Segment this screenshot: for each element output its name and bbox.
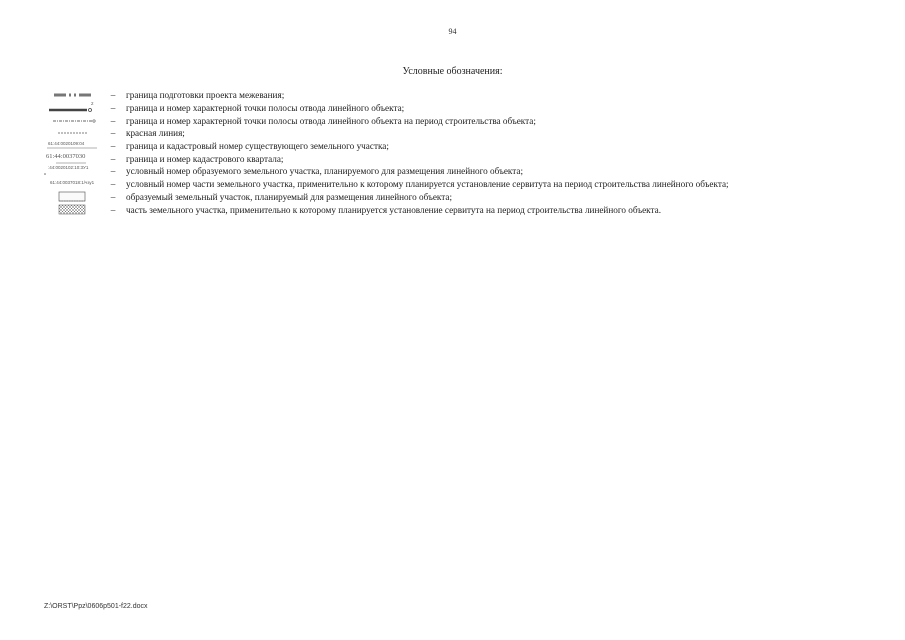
- cadastral-number-label: 61:44:0020109:04: [48, 141, 85, 147]
- servitude-part-number-symbol-icon: [40, 178, 104, 190]
- survey-boundary-symbol-icon: [40, 89, 104, 101]
- legend-dash: –: [110, 141, 116, 152]
- formed-plot-label: :44:0020102:10:3У1: [48, 165, 89, 171]
- legend-row: [40, 127, 900, 140]
- legend-dash: –: [110, 103, 116, 114]
- quarter-number-label: 61:44:0037030: [46, 152, 86, 160]
- legend: [40, 89, 900, 216]
- legend-row: [40, 152, 900, 165]
- formed-plot-area-symbol-icon: [40, 191, 104, 203]
- legend-dash: –: [110, 179, 116, 190]
- legend-row: [40, 114, 900, 127]
- legend-row: [40, 140, 900, 153]
- page-number: 94: [448, 27, 457, 36]
- legend-description: условный номер образуемого земельного участка, планируемого для размещения линейного объекта;: [126, 166, 524, 177]
- legend-dash: –: [110, 191, 116, 202]
- legend-row: [40, 203, 900, 216]
- construction-row-boundary-symbol-icon: [40, 115, 104, 127]
- legend-description: граница и номер характерной точки полосы отвода линейного объекта;: [126, 103, 405, 114]
- red-line-symbol-icon: [40, 127, 104, 139]
- legend-description: образуемый земельный участок, планируемый для размещения линейного объекта;: [126, 191, 453, 202]
- legend-description: часть земельного участка, применительно к которому планируется установление сервитута на период строительства линейного объекта.: [126, 204, 662, 215]
- legend-description: условный номер части земельного участка, применительно к которому планируется установление сервитута на период строительства линейного объекта;: [126, 179, 729, 190]
- legend-row: [40, 89, 900, 102]
- formed-plot-number-symbol-icon: [40, 165, 104, 177]
- legend-dash: –: [110, 128, 116, 139]
- cadastral-quarter-symbol-icon: [40, 153, 104, 165]
- legend-row: [40, 178, 900, 191]
- legend-dash: –: [110, 204, 116, 215]
- servitude-area-hatch-symbol-icon: [40, 204, 104, 216]
- legend-description: красная линия;: [126, 128, 185, 139]
- legend-row: [40, 191, 900, 204]
- legend-dash: –: [110, 153, 116, 164]
- point-number-label: 2: [91, 101, 94, 107]
- servitude-part-label: 61:44:0037018:1/чзу1: [50, 180, 95, 186]
- legend-row: [40, 102, 900, 115]
- legend-title: Условные обозначения:: [402, 66, 503, 77]
- legend-description: граница и номер характерной точки полосы отвода линейного объекта на период строительства объекта;: [126, 115, 536, 126]
- legend-row: [40, 165, 900, 178]
- existing-plot-cadastral-symbol-icon: [40, 140, 104, 152]
- legend-dash: –: [110, 166, 116, 177]
- legend-dash: –: [110, 90, 116, 101]
- file-path-footer: Z:\ORST\Ppz\0606p501-f22.docx: [44, 603, 148, 610]
- legend-description: граница подготовки проекта межевания;: [126, 90, 285, 101]
- legend-description: граница и номер кадастрового квартала;: [126, 153, 284, 164]
- row-boundary-point-symbol-icon: [40, 102, 104, 114]
- legend-description: граница и кадастровый номер существующего земельного участка;: [126, 141, 389, 152]
- legend-dash: –: [110, 115, 116, 126]
